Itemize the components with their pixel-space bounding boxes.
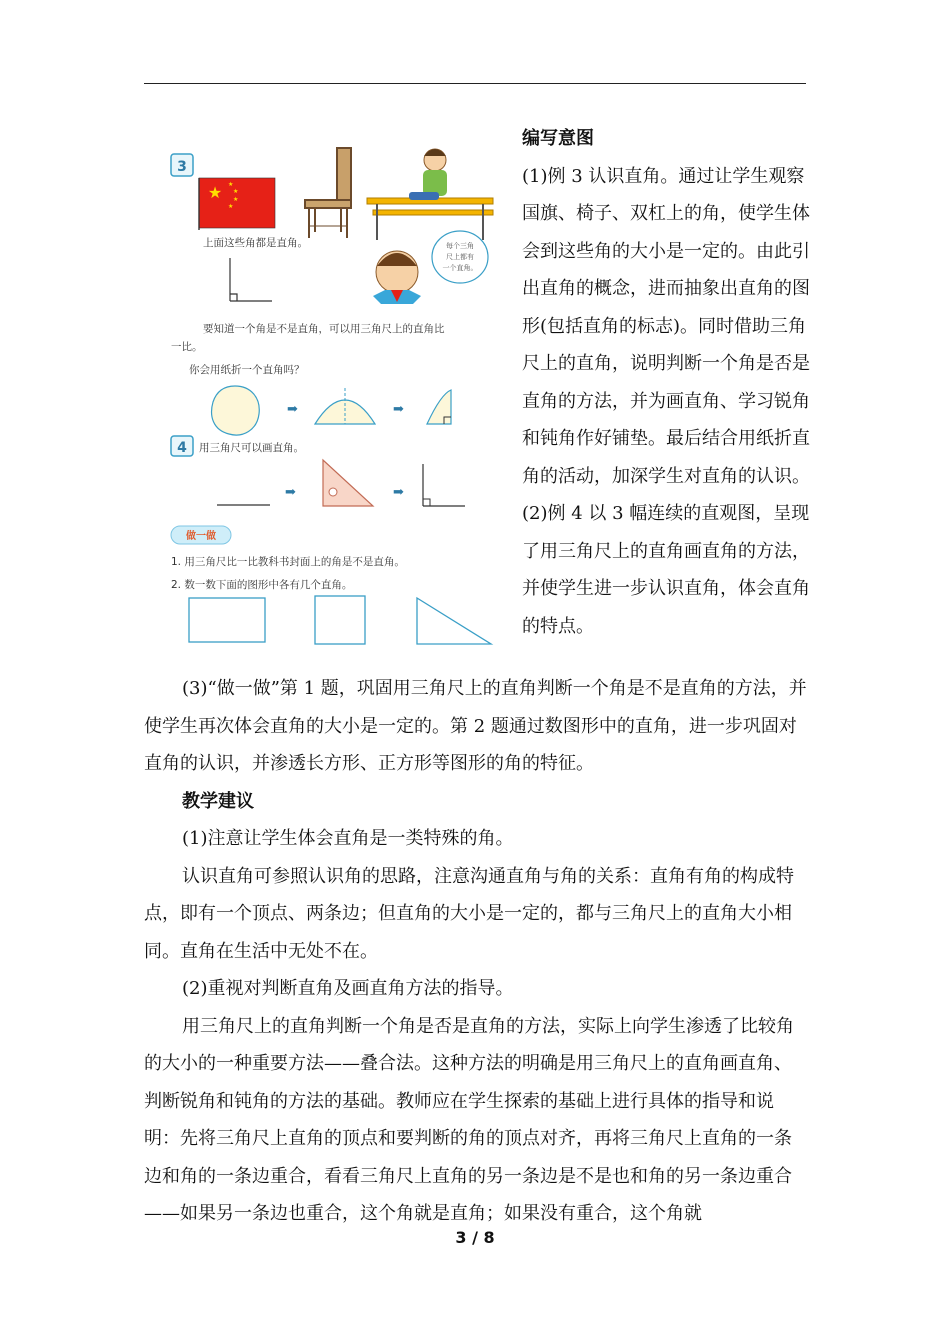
thinking-boy-image xyxy=(373,251,421,304)
main-text xyxy=(144,670,808,1233)
svg-text:★: ★ xyxy=(233,188,239,195)
exercise-badge xyxy=(171,526,231,544)
svg-text:★: ★ xyxy=(228,181,234,188)
svg-text:★: ★ xyxy=(233,196,239,203)
advice-item-1: (1)注意让学生体会直角是一类特殊的角。 xyxy=(182,828,514,849)
textbook-figure xyxy=(165,140,505,660)
svg-text:2. 数一数下面的图形中各有几个直角。: 2. 数一数下面的图形中各有几个直角。 xyxy=(171,579,353,591)
chair-image xyxy=(305,148,351,238)
svg-text:1. 用三角尺比一比教科书封面上的角是不是直角。: 1. 用三角尺比一比教科书封面上的角是不是直角。 xyxy=(171,556,405,568)
svg-text:➡: ➡ xyxy=(285,485,296,500)
svg-text:➡: ➡ xyxy=(287,402,298,417)
svg-text:★: ★ xyxy=(228,203,234,210)
design-intent-section xyxy=(522,120,812,645)
svg-text:➡: ➡ xyxy=(393,485,404,500)
svg-text:3: 3 xyxy=(177,159,187,175)
intent-paragraph-1: (1)例 3 认识直角。通过让学生观察国旗、椅子、双杠上的角，使学生体会到这些角的大小是一定的。由此引出直角的概念，进而抽象出直角的图形(包括直角的标志)。同时借助三角尺上的直角，说明判断一个角是否是直角的方法，并为画直角、学习锐角和钝角作好铺垫。最后结合用纸折直角的活动，加深学生对直角的认识。 xyxy=(522,165,810,487)
svg-text:用三角尺可以画直角。: 用三角尺可以画直角。 xyxy=(199,442,304,454)
paper-fold-sequence xyxy=(212,386,451,435)
draw-right-angle-sequence xyxy=(217,460,465,506)
advice-paragraph-2: 用三角尺上的直角判断一个角是否是直角的方法，实际上向学生渗透了比较角的大小的一种重要方法——叠合法。这种方法的明确是用三角尺上的直角画直角、判断锐角和钝角的方法的基础。教师应在学生探索的基础上进行具体的指导和说明：先将三角尺上直角的顶点和要判断的角的顶点对齐，再将三角尺上直角的一条边和角的一条边重合，看看三角尺上直角的另一条边是不是也和角的另一条边重合——如果另一条边也重合，这个角就是直角；如果没有重合，这个角就 xyxy=(144,1015,794,1224)
design-intent-heading: 编写意图 xyxy=(522,128,594,149)
svg-text:一比。: 一比。 xyxy=(171,341,203,353)
svg-text:尺上都有: 尺上都有 xyxy=(446,253,474,261)
advice-paragraph-1: 认识直角可参照认识角的思路，注意沟通直角与角的关系：直角有角的构成特点，即有一个顶点、两条边；但直角的大小是一定的，都与三角尺上的直角大小相同。直角在生活中无处不在。 xyxy=(144,865,794,962)
page-number: 3 / 8 xyxy=(455,1228,495,1247)
svg-text:➡: ➡ xyxy=(393,402,404,417)
teaching-advice-heading: 教学建议 xyxy=(182,790,254,812)
intent-paragraph-3: (3)“做一做”第 1 题，巩固用三角尺上的直角判断一个角是不是直角的方法，并使学生再次体会直角的大小是一定的。第 2 题通过数图形中的直角，进一步巩固对直角的认识，并渗透长方形、正方形等图形的角的特征。 xyxy=(144,678,807,774)
intent-paragraph-2: (2)例 4 以 3 幅连续的直观图，呈现了用三角尺上的直角画直角的方法，并使学生进一步认识直角，体会直角的特点。 xyxy=(522,503,810,637)
svg-text:4: 4 xyxy=(177,440,187,456)
example-3-badge xyxy=(171,154,193,176)
advice-item-2: (2)重视对判断直角及画直角方法的指导。 xyxy=(182,978,514,999)
svg-text:做一做: 做一做 xyxy=(186,531,216,542)
example-4-badge xyxy=(171,436,193,456)
flag-image xyxy=(199,178,275,230)
header-rule xyxy=(144,83,806,84)
exercise-shapes xyxy=(189,596,491,644)
svg-text:一个直角。: 一个直角。 xyxy=(442,264,478,272)
right-angle-mark xyxy=(230,258,272,301)
svg-text:你会用纸折一个直角吗？: 你会用纸折一个直角吗？ xyxy=(189,364,305,376)
speech-bubble xyxy=(432,231,488,283)
svg-text:要知道一个角是不是直角，可以用三角尺上的直角比: 要知道一个角是不是直角，可以用三角尺上的直角比 xyxy=(203,323,445,335)
svg-text:上面这些角都是直角。: 上面这些角都是直角。 xyxy=(203,237,308,249)
boy-on-bars-image xyxy=(367,149,493,240)
svg-text:每个三角: 每个三角 xyxy=(446,242,474,250)
svg-text:★: ★ xyxy=(207,183,223,202)
